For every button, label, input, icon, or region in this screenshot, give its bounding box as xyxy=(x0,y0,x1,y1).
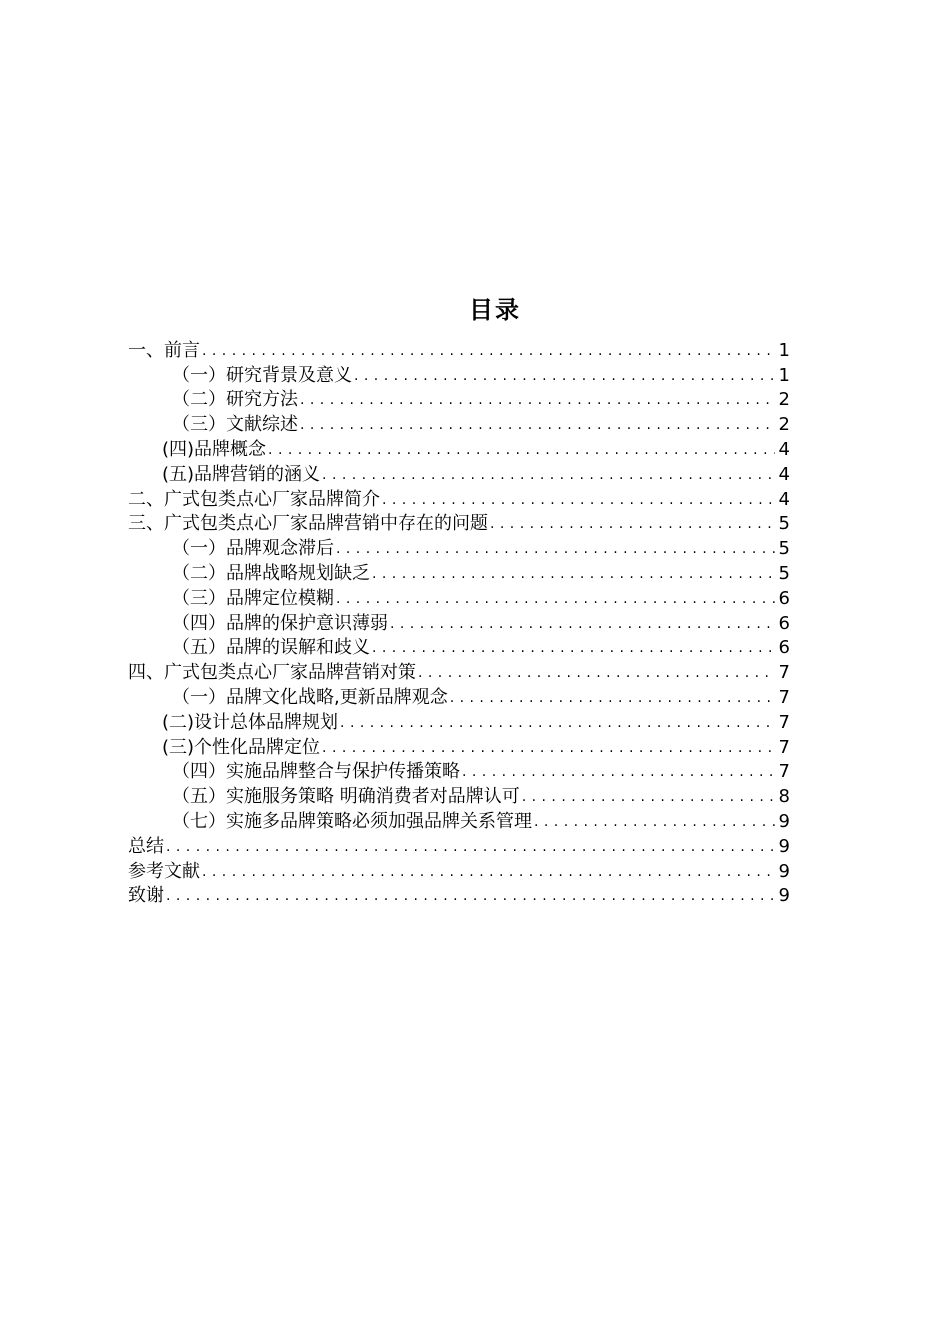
toc-entry-label: （一）品牌文化战略,更新品牌观念 xyxy=(172,686,448,708)
toc-entry-label: （三）品牌定位模糊 xyxy=(172,587,334,609)
toc-entry[interactable] xyxy=(128,437,790,462)
toc-page-number: 4 xyxy=(778,488,790,510)
toc-entry-label: （二）研究方法 xyxy=(172,389,298,411)
toc-entry[interactable] xyxy=(128,809,790,834)
toc-entry-label: (三)个性化品牌定位 xyxy=(162,736,321,758)
toc-dot-leader xyxy=(490,512,775,536)
toc-entry-label: (二)设计总体品牌规划 xyxy=(162,711,339,733)
toc-entry-label: （四）实施品牌整合与保护传播策略 xyxy=(172,761,460,783)
toc-entry[interactable] xyxy=(128,884,790,909)
toc-dot-leader xyxy=(202,339,775,363)
toc-page-number: 4 xyxy=(778,438,790,460)
toc-dot-leader xyxy=(300,413,775,437)
toc-entry-label: （五）品牌的误解和歧义 xyxy=(172,637,370,659)
toc-entry[interactable] xyxy=(128,462,790,487)
toc-entry[interactable] xyxy=(128,685,790,710)
toc-entry[interactable] xyxy=(128,561,790,586)
toc-entry[interactable] xyxy=(128,512,790,537)
toc-entry[interactable] xyxy=(128,536,790,561)
toc-entry-label: 四、广式包类点心厂家品牌营销对策 xyxy=(128,662,416,684)
toc-dot-leader xyxy=(534,810,775,834)
toc-dot-leader xyxy=(372,636,775,660)
toc-page-number: 5 xyxy=(778,562,790,584)
toc-entry[interactable] xyxy=(128,636,790,661)
toc-page-number: 9 xyxy=(778,810,790,832)
toc-entry[interactable] xyxy=(128,412,790,437)
toc-entry-label: 二、广式包类点心厂家品牌简介 xyxy=(128,488,380,510)
toc-title: 目录 xyxy=(469,296,521,324)
toc-dot-leader xyxy=(268,438,775,462)
toc-entry-label: 总结 xyxy=(128,835,164,857)
toc-dot-leader xyxy=(300,388,775,412)
toc-page-number: 1 xyxy=(778,339,790,361)
toc-entry[interactable] xyxy=(128,859,790,884)
toc-page-number: 6 xyxy=(778,612,790,634)
toc-page-number: 9 xyxy=(778,860,790,882)
toc-entry[interactable] xyxy=(128,710,790,735)
toc-entry[interactable] xyxy=(128,760,790,785)
toc-page-number: 7 xyxy=(778,736,790,758)
toc-entry-label: (四)品牌概念 xyxy=(162,438,267,460)
toc-entry-label: （五）实施服务策略 明确消费者对品牌认可 xyxy=(172,786,520,808)
toc-page-number: 9 xyxy=(778,835,790,857)
toc-page-number: 4 xyxy=(778,463,790,485)
toc-dot-leader xyxy=(354,364,775,388)
toc-page-number: 2 xyxy=(778,389,790,411)
toc-dot-leader xyxy=(202,860,775,884)
toc-dot-leader xyxy=(322,463,775,487)
toc-dot-leader xyxy=(166,884,775,908)
toc-dot-leader xyxy=(418,661,775,685)
toc-page-number: 1 xyxy=(778,364,790,386)
toc-entry[interactable] xyxy=(128,363,790,388)
toc-entry-label: （三）文献综述 xyxy=(172,414,298,436)
toc-entry-label: （七）实施多品牌策略必须加强品牌关系管理 xyxy=(172,810,532,832)
toc-dot-leader xyxy=(462,760,775,784)
toc-entry-label: （二）品牌战略规划缺乏 xyxy=(172,562,370,584)
toc-dot-leader xyxy=(166,835,775,859)
toc-page-number: 8 xyxy=(778,786,790,808)
toc-dot-leader xyxy=(372,562,775,586)
toc-entry[interactable] xyxy=(128,487,790,512)
toc-dot-leader xyxy=(336,587,775,611)
toc-dot-leader xyxy=(340,711,775,735)
table-of-contents xyxy=(128,338,790,908)
toc-page-number: 7 xyxy=(778,662,790,684)
toc-entry-label: （一）研究背景及意义 xyxy=(172,364,352,386)
toc-entry[interactable] xyxy=(128,611,790,636)
toc-entry-label: (五)品牌营销的涵义 xyxy=(162,463,321,485)
toc-entry[interactable] xyxy=(128,834,790,859)
toc-dot-leader xyxy=(390,612,775,636)
toc-page-number: 6 xyxy=(778,637,790,659)
toc-entry-label: 一、前言 xyxy=(128,339,200,361)
toc-dot-leader xyxy=(382,488,775,512)
toc-entry[interactable] xyxy=(128,338,790,363)
toc-entry[interactable] xyxy=(128,388,790,413)
toc-entry-label: 致谢 xyxy=(128,885,164,907)
toc-entry[interactable] xyxy=(128,660,790,685)
toc-entry[interactable] xyxy=(128,784,790,809)
toc-entry[interactable] xyxy=(128,586,790,611)
toc-entry-label: 参考文献 xyxy=(128,860,200,882)
toc-page-number: 7 xyxy=(778,711,790,733)
toc-dot-leader xyxy=(322,736,775,760)
toc-page-number: 9 xyxy=(778,885,790,907)
toc-dot-leader xyxy=(450,686,775,710)
toc-page-number: 6 xyxy=(778,587,790,609)
toc-page-number: 2 xyxy=(778,414,790,436)
toc-dot-leader xyxy=(336,537,775,561)
toc-page-number: 5 xyxy=(778,538,790,560)
toc-page-number: 7 xyxy=(778,761,790,783)
toc-entry-label: 三、广式包类点心厂家品牌营销中存在的问题 xyxy=(128,513,488,535)
toc-entry[interactable] xyxy=(128,735,790,760)
toc-page-number: 5 xyxy=(778,513,790,535)
toc-page-number: 7 xyxy=(778,686,790,708)
toc-entry-label: （一）品牌观念滞后 xyxy=(172,538,334,560)
toc-entry-label: （四）品牌的保护意识薄弱 xyxy=(172,612,388,634)
toc-dot-leader xyxy=(522,785,775,809)
